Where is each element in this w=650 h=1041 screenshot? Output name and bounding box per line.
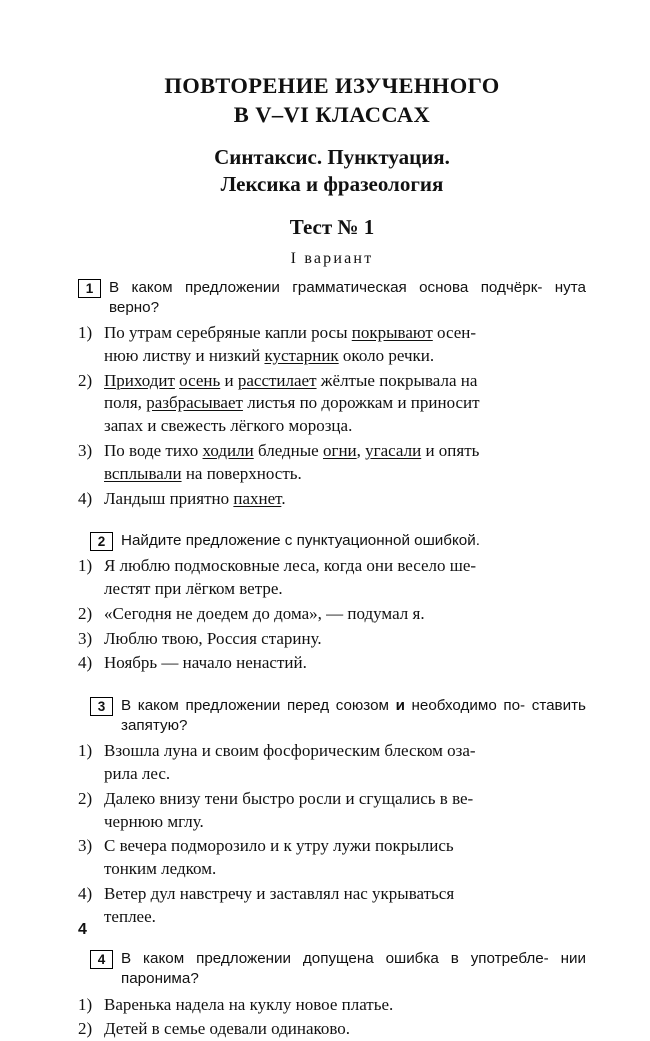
option-text: Я люблю подмосковные леса, когда они весело ше- лестят при лёгком ветре. bbox=[104, 556, 477, 599]
task-2-options bbox=[78, 555, 586, 675]
option-marker: 2) bbox=[78, 603, 93, 623]
page-subtitle-line2: Лексика и фразеология bbox=[220, 172, 444, 197]
option-text: Ландыш приятно пахнет. bbox=[104, 488, 286, 508]
page-title-line2: В V–VI КЛАССАХ bbox=[233, 101, 431, 127]
option-marker: 2) bbox=[78, 370, 93, 390]
task-1-prompt-line1: В каком предложении грамматическая основа подчёрк- bbox=[109, 279, 543, 297]
option-marker: 1) bbox=[78, 741, 93, 761]
task-1 bbox=[78, 278, 586, 510]
task-2 bbox=[78, 531, 586, 675]
page-title-line1: ПОВТОРЕНИЕ ИЗУЧЕННОГО bbox=[164, 73, 500, 98]
task-1-options bbox=[78, 322, 586, 510]
option-text: Люблю твою, Россия старину. bbox=[104, 628, 322, 648]
task-2-prompt bbox=[121, 531, 586, 551]
task-2-head bbox=[90, 531, 586, 551]
list-item bbox=[78, 1018, 586, 1041]
list-item bbox=[78, 322, 586, 368]
task-1-prompt-line2: нута верно? bbox=[109, 279, 586, 317]
option-marker: 1) bbox=[78, 556, 93, 576]
page-content bbox=[78, 72, 586, 1041]
task-4-head bbox=[90, 949, 586, 989]
option-text: Ноябрь — начало ненастий. bbox=[104, 653, 307, 673]
task-3 bbox=[78, 696, 586, 928]
option-marker: 4) bbox=[78, 883, 93, 903]
page-subtitle bbox=[78, 144, 586, 199]
option-marker: 2) bbox=[78, 788, 93, 808]
list-item bbox=[78, 555, 586, 601]
task-2-prompt-line1: Найдите предложение с пунктуационной ошибкой. bbox=[121, 532, 480, 550]
option-marker: 1) bbox=[78, 994, 93, 1014]
option-text: По утрам серебряные капли росы покрывают осен- нюю листву и низкий кустарник около речки. bbox=[104, 323, 477, 365]
task-4-options bbox=[78, 994, 586, 1041]
list-item bbox=[78, 994, 586, 1017]
task-4-number: 4 bbox=[90, 950, 113, 969]
list-item bbox=[78, 652, 586, 675]
option-text: Варенька надела на куклу новое платье. bbox=[104, 994, 394, 1014]
task-4 bbox=[78, 949, 586, 1041]
list-item bbox=[78, 440, 586, 486]
option-marker: 3) bbox=[78, 440, 93, 460]
variant-label: I вариант bbox=[290, 250, 374, 268]
list-item bbox=[78, 883, 586, 929]
test-label: Тест № 1 bbox=[289, 215, 375, 240]
option-text: Далеко внизу тени быстро росли и сгущались в ве- чернюю мглу. bbox=[104, 788, 474, 831]
option-text: Приходит осень и расстилает жёлтые покрывала на поля, разбрасывает листья по дорожкам и приносит запах и свежесть лёгкого морозца. bbox=[104, 370, 480, 436]
option-marker: 4) bbox=[78, 488, 93, 508]
task-4-prompt bbox=[121, 949, 586, 989]
option-marker: 4) bbox=[78, 653, 93, 673]
option-marker: 3) bbox=[78, 836, 93, 856]
option-text: По воде тихо ходили бледные огни, угасали и опять всплывали на поверхность. bbox=[104, 440, 480, 483]
option-marker: 1) bbox=[78, 323, 93, 343]
task-4-prompt-line1: В каком предложении допущена ошибка в употребле- bbox=[121, 950, 549, 968]
list-item bbox=[78, 788, 586, 834]
task-3-prompt bbox=[121, 696, 586, 736]
task-1-number: 1 bbox=[78, 279, 101, 298]
list-item bbox=[78, 370, 586, 438]
option-text: Детей в семье одевали одинаково. bbox=[104, 1019, 351, 1039]
option-text: «Сегодня не доедем до дома», — подумал я. bbox=[104, 603, 425, 623]
task-3-head bbox=[90, 696, 586, 736]
task-3-prompt-line2: ставить запятую? bbox=[121, 697, 586, 735]
page-subtitle-line1: Синтаксис. Пунктуация. bbox=[214, 144, 450, 169]
task-1-head bbox=[78, 278, 586, 318]
list-item bbox=[78, 603, 586, 626]
option-text: С вечера подморозило и к утру лужи покрылись тонким ледком. bbox=[104, 836, 454, 879]
list-item bbox=[78, 835, 586, 881]
task-3-options bbox=[78, 740, 586, 928]
page-title bbox=[78, 72, 586, 130]
task-1-prompt bbox=[109, 278, 586, 318]
task-2-number: 2 bbox=[90, 532, 113, 551]
option-marker: 2) bbox=[78, 1019, 93, 1039]
task-4-prompt-line2: нии паронима? bbox=[121, 950, 586, 988]
option-text: Ветер дул навстречу и заставлял нас укрываться теплее. bbox=[104, 883, 455, 926]
option-marker: 3) bbox=[78, 628, 93, 648]
task-3-prompt-line1: В каком предложении перед союзом и необходимо по- bbox=[121, 697, 526, 715]
page-number: 4 bbox=[78, 921, 87, 938]
list-item bbox=[78, 740, 586, 786]
option-text: Взошла луна и своим фосфорическим блеском оза- рила лес. bbox=[104, 741, 476, 784]
task-3-number: 3 bbox=[90, 697, 113, 716]
list-item bbox=[78, 628, 586, 651]
list-item bbox=[78, 488, 586, 511]
